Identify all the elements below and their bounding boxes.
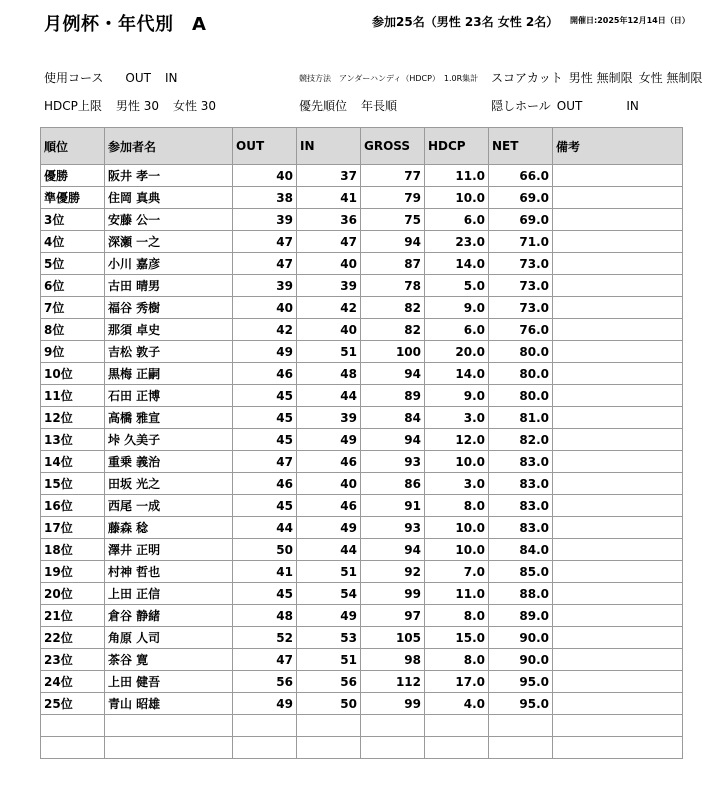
header-net: NET: [489, 128, 553, 165]
page-title: 月例杯・年代別 A: [44, 14, 207, 35]
cell-net: 76.0: [489, 319, 553, 341]
cell-player-name: 上田 健吾: [105, 671, 233, 693]
cell-in: 39: [297, 407, 361, 429]
cell-gross: 94: [361, 231, 425, 253]
cell-player-name: 村神 哲也: [105, 561, 233, 583]
cell-net: [489, 737, 553, 759]
cell-gross: 77: [361, 165, 425, 187]
cell-gross: 87: [361, 253, 425, 275]
hidden-out: OUT: [556, 99, 583, 113]
cell-rank: 準優勝: [41, 187, 105, 209]
cell-out: 46: [233, 473, 297, 495]
cell-gross: 97: [361, 605, 425, 627]
cell-rank: 8位: [41, 319, 105, 341]
cell-hdcp: [425, 715, 489, 737]
cell-gross: 94: [361, 429, 425, 451]
cell-net: 66.0: [489, 165, 553, 187]
cell-player-name: 藤森 稔: [105, 517, 233, 539]
cell-player-name: 古田 晴男: [105, 275, 233, 297]
course-info: [44, 69, 191, 86]
cell-rank: 13位: [41, 429, 105, 451]
results-table: [40, 127, 683, 759]
cell-note: [553, 715, 683, 737]
table-row: [41, 363, 683, 385]
cell-out: 47: [233, 253, 297, 275]
cell-note: [553, 693, 683, 715]
table-row: [41, 407, 683, 429]
cell-in: 51: [297, 561, 361, 583]
cell-out: 49: [233, 693, 297, 715]
cell-in: 40: [297, 253, 361, 275]
cell-gross: 78: [361, 275, 425, 297]
cell-player-name: 澤井 正明: [105, 539, 233, 561]
cell-player-name: 石田 正博: [105, 385, 233, 407]
table-row: [41, 341, 683, 363]
cell-in: 41: [297, 187, 361, 209]
cell-out: 39: [233, 209, 297, 231]
cell-in: 50: [297, 693, 361, 715]
cell-player-name: 倉谷 静緒: [105, 605, 233, 627]
cell-note: [553, 407, 683, 429]
table-row: [41, 275, 683, 297]
cell-rank: 19位: [41, 561, 105, 583]
table-row: [41, 737, 683, 759]
cell-in: 51: [297, 649, 361, 671]
cell-note: [553, 539, 683, 561]
cell-in: [297, 715, 361, 737]
cell-out: 45: [233, 385, 297, 407]
hdcp-info: [44, 97, 230, 114]
cell-rank: 15位: [41, 473, 105, 495]
cell-hdcp: 9.0: [425, 385, 489, 407]
cell-rank: 24位: [41, 671, 105, 693]
cell-rank: 17位: [41, 517, 105, 539]
cell-gross: [361, 737, 425, 759]
cell-gross: 84: [361, 407, 425, 429]
table-row: [41, 693, 683, 715]
cell-hdcp: 14.0: [425, 253, 489, 275]
cell-note: [553, 429, 683, 451]
table-row: [41, 583, 683, 605]
cell-out: 47: [233, 649, 297, 671]
cell-gross: 93: [361, 517, 425, 539]
table-row: [41, 165, 683, 187]
hidden-in: IN: [626, 99, 639, 113]
cell-in: 48: [297, 363, 361, 385]
cell-in: 46: [297, 495, 361, 517]
table-row: [41, 209, 683, 231]
cell-player-name: 茶谷 寛: [105, 649, 233, 671]
cell-net: 90.0: [489, 627, 553, 649]
cell-in: 36: [297, 209, 361, 231]
cell-out: [233, 715, 297, 737]
cell-gross: 100: [361, 341, 425, 363]
cell-net: 95.0: [489, 693, 553, 715]
cell-hdcp: 10.0: [425, 517, 489, 539]
cell-in: 49: [297, 517, 361, 539]
table-row: [41, 671, 683, 693]
cell-in: 44: [297, 539, 361, 561]
cell-net: 73.0: [489, 297, 553, 319]
cell-note: [553, 319, 683, 341]
cell-out: 38: [233, 187, 297, 209]
cell-rank: 18位: [41, 539, 105, 561]
table-header-row: [41, 128, 683, 165]
participant-count: 参加25名（男性 23名 女性 2名）: [372, 15, 559, 29]
cell-net: 73.0: [489, 253, 553, 275]
header-note: 備考: [553, 128, 683, 165]
cell-hdcp: 3.0: [425, 473, 489, 495]
cell-net: [489, 715, 553, 737]
cell-rank: 11位: [41, 385, 105, 407]
cell-net: 81.0: [489, 407, 553, 429]
cell-hdcp: 10.0: [425, 451, 489, 473]
cell-in: 40: [297, 319, 361, 341]
header-name: 参加者名: [105, 128, 233, 165]
table-row: [41, 319, 683, 341]
cell-gross: 91: [361, 495, 425, 517]
cell-gross: 92: [361, 561, 425, 583]
cell-note: [553, 627, 683, 649]
hdcp-label: HDCP上限: [44, 99, 102, 113]
table-row: [41, 715, 683, 737]
cell-player-name: 黒梅 正嗣: [105, 363, 233, 385]
cell-player-name: 那須 卓史: [105, 319, 233, 341]
cell-out: 41: [233, 561, 297, 583]
cell-note: [553, 297, 683, 319]
hidden-label: 隠しホール: [491, 99, 551, 113]
table-row: [41, 429, 683, 451]
table-row: [41, 297, 683, 319]
cell-rank: 25位: [41, 693, 105, 715]
cell-note: [553, 385, 683, 407]
cell-note: [553, 561, 683, 583]
cell-net: 83.0: [489, 451, 553, 473]
cell-rank: 4位: [41, 231, 105, 253]
cell-gross: 94: [361, 539, 425, 561]
cell-hdcp: 12.0: [425, 429, 489, 451]
cell-net: 83.0: [489, 473, 553, 495]
cell-note: [553, 187, 683, 209]
cell-note: [553, 363, 683, 385]
cell-player-name: 重乗 義治: [105, 451, 233, 473]
cell-net: 73.0: [489, 275, 553, 297]
cell-hdcp: 14.0: [425, 363, 489, 385]
cell-gross: 94: [361, 363, 425, 385]
table-row: [41, 517, 683, 539]
cell-note: [553, 671, 683, 693]
cell-hdcp: 23.0: [425, 231, 489, 253]
cell-player-name: 阪井 孝一: [105, 165, 233, 187]
cell-out: 40: [233, 297, 297, 319]
table-row: [41, 231, 683, 253]
cell-rank: 10位: [41, 363, 105, 385]
table-row: [41, 253, 683, 275]
cell-out: 49: [233, 341, 297, 363]
cell-player-name: 角原 人司: [105, 627, 233, 649]
cell-net: 80.0: [489, 341, 553, 363]
cell-player-name: 高橋 雅宣: [105, 407, 233, 429]
cell-out: 44: [233, 517, 297, 539]
cell-gross: 112: [361, 671, 425, 693]
cell-out: 42: [233, 319, 297, 341]
cell-in: 47: [297, 231, 361, 253]
cell-hdcp: 5.0: [425, 275, 489, 297]
header-rank: 順位: [41, 128, 105, 165]
course-in: IN: [164, 71, 178, 85]
table-row: [41, 561, 683, 583]
cell-gross: 89: [361, 385, 425, 407]
cell-rank: 7位: [41, 297, 105, 319]
table-row: [41, 539, 683, 561]
cell-net: 83.0: [489, 495, 553, 517]
table-row: [41, 495, 683, 517]
cell-out: 46: [233, 363, 297, 385]
cell-hdcp: 15.0: [425, 627, 489, 649]
cell-net: 85.0: [489, 561, 553, 583]
cell-out: 40: [233, 165, 297, 187]
cell-hdcp: 20.0: [425, 341, 489, 363]
header-hdcp: HDCP: [425, 128, 489, 165]
cell-rank: 23位: [41, 649, 105, 671]
cell-in: [297, 737, 361, 759]
cell-out: 50: [233, 539, 297, 561]
cell-note: [553, 231, 683, 253]
cell-hdcp: 10.0: [425, 187, 489, 209]
scorecut-label: スコアカット: [491, 71, 563, 85]
cell-hdcp: 3.0: [425, 407, 489, 429]
cell-note: [553, 451, 683, 473]
hdcp-male: 男性 30: [115, 99, 159, 113]
cell-rank: 6位: [41, 275, 105, 297]
cell-player-name: 西尾 一成: [105, 495, 233, 517]
cell-out: 45: [233, 583, 297, 605]
cell-net: 83.0: [489, 517, 553, 539]
cell-player-name: 福谷 秀樹: [105, 297, 233, 319]
cell-in: 49: [297, 429, 361, 451]
cell-player-name: [105, 715, 233, 737]
cell-note: [553, 275, 683, 297]
cell-hdcp: 8.0: [425, 649, 489, 671]
cell-player-name: [105, 737, 233, 759]
cell-gross: 82: [361, 319, 425, 341]
cell-net: 95.0: [489, 671, 553, 693]
table-row: [41, 649, 683, 671]
cell-player-name: 垰 久美子: [105, 429, 233, 451]
scorecut-male: 男性 無制限: [568, 71, 633, 85]
header-out: OUT: [233, 128, 297, 165]
priority-info: [299, 97, 411, 114]
cell-in: 37: [297, 165, 361, 187]
cell-net: 71.0: [489, 231, 553, 253]
cell-hdcp: 8.0: [425, 605, 489, 627]
cell-in: 56: [297, 671, 361, 693]
cell-rank: [41, 737, 105, 759]
cell-out: 47: [233, 451, 297, 473]
cell-net: 80.0: [489, 385, 553, 407]
cell-player-name: 小川 嘉彦: [105, 253, 233, 275]
cell-gross: 99: [361, 693, 425, 715]
hdcp-female: 女性 30: [172, 99, 217, 113]
cell-rank: 12位: [41, 407, 105, 429]
cell-rank: 9位: [41, 341, 105, 363]
cell-in: 46: [297, 451, 361, 473]
cell-player-name: 住岡 真典: [105, 187, 233, 209]
cell-out: 45: [233, 407, 297, 429]
cell-player-name: 吉松 敦子: [105, 341, 233, 363]
event-date: 開催日:2025年12月14日（日）: [570, 16, 690, 25]
cell-hdcp: 6.0: [425, 209, 489, 231]
cell-in: 39: [297, 275, 361, 297]
cell-note: [553, 649, 683, 671]
cell-note: [553, 737, 683, 759]
cell-out: 45: [233, 495, 297, 517]
table-row: [41, 627, 683, 649]
cell-player-name: 安藤 公一: [105, 209, 233, 231]
competition-method: 競技方法 アンダーハンディ（HDCP） 1.0R集計: [299, 74, 479, 83]
cell-out: [233, 737, 297, 759]
cell-in: 53: [297, 627, 361, 649]
cell-hdcp: 9.0: [425, 297, 489, 319]
cell-note: [553, 583, 683, 605]
cell-hdcp: 11.0: [425, 165, 489, 187]
cell-rank: 21位: [41, 605, 105, 627]
scorecut-female: 女性 無制限: [638, 71, 703, 85]
cell-gross: 82: [361, 297, 425, 319]
table-row: [41, 473, 683, 495]
course-out: OUT: [125, 71, 151, 85]
cell-hdcp: [425, 737, 489, 759]
cell-gross: [361, 715, 425, 737]
cell-note: [553, 253, 683, 275]
cell-net: 82.0: [489, 429, 553, 451]
cell-in: 49: [297, 605, 361, 627]
cell-hdcp: 8.0: [425, 495, 489, 517]
cell-net: 69.0: [489, 187, 553, 209]
cell-net: 90.0: [489, 649, 553, 671]
cell-gross: 99: [361, 583, 425, 605]
priority-value: 年長順: [361, 99, 398, 113]
cell-net: 69.0: [489, 209, 553, 231]
cell-out: 39: [233, 275, 297, 297]
cell-out: 47: [233, 231, 297, 253]
cell-note: [553, 495, 683, 517]
cell-player-name: 田坂 光之: [105, 473, 233, 495]
cell-note: [553, 209, 683, 231]
cell-gross: 105: [361, 627, 425, 649]
cell-note: [553, 341, 683, 363]
scorecut-info: [491, 69, 716, 86]
cell-net: 80.0: [489, 363, 553, 385]
cell-rank: 14位: [41, 451, 105, 473]
cell-out: 52: [233, 627, 297, 649]
cell-gross: 75: [361, 209, 425, 231]
cell-net: 89.0: [489, 605, 553, 627]
cell-hdcp: 4.0: [425, 693, 489, 715]
cell-gross: 86: [361, 473, 425, 495]
priority-label: 優先順位: [299, 99, 348, 113]
table-row: [41, 385, 683, 407]
cell-hdcp: 6.0: [425, 319, 489, 341]
cell-rank: 22位: [41, 627, 105, 649]
header-gross: GROSS: [361, 128, 425, 165]
cell-note: [553, 473, 683, 495]
cell-rank: 優勝: [41, 165, 105, 187]
cell-hdcp: 17.0: [425, 671, 489, 693]
table-row: [41, 451, 683, 473]
cell-player-name: 上田 正信: [105, 583, 233, 605]
cell-note: [553, 165, 683, 187]
hidden-hole-info: [491, 97, 653, 114]
cell-in: 40: [297, 473, 361, 495]
header-in: IN: [297, 128, 361, 165]
cell-net: 88.0: [489, 583, 553, 605]
cell-gross: 93: [361, 451, 425, 473]
cell-rank: 16位: [41, 495, 105, 517]
cell-note: [553, 517, 683, 539]
cell-in: 51: [297, 341, 361, 363]
cell-note: [553, 605, 683, 627]
cell-rank: 20位: [41, 583, 105, 605]
cell-rank: 5位: [41, 253, 105, 275]
cell-rank: 3位: [41, 209, 105, 231]
table-row: [41, 605, 683, 627]
cell-out: 48: [233, 605, 297, 627]
cell-hdcp: 7.0: [425, 561, 489, 583]
cell-hdcp: 11.0: [425, 583, 489, 605]
cell-in: 44: [297, 385, 361, 407]
cell-out: 56: [233, 671, 297, 693]
cell-out: 45: [233, 429, 297, 451]
cell-hdcp: 10.0: [425, 539, 489, 561]
cell-gross: 98: [361, 649, 425, 671]
cell-rank: [41, 715, 105, 737]
cell-gross: 79: [361, 187, 425, 209]
cell-in: 54: [297, 583, 361, 605]
cell-player-name: 深瀬 一之: [105, 231, 233, 253]
cell-net: 84.0: [489, 539, 553, 561]
course-label: 使用コース: [44, 71, 104, 85]
cell-player-name: 青山 昭雄: [105, 693, 233, 715]
cell-in: 42: [297, 297, 361, 319]
table-row: [41, 187, 683, 209]
